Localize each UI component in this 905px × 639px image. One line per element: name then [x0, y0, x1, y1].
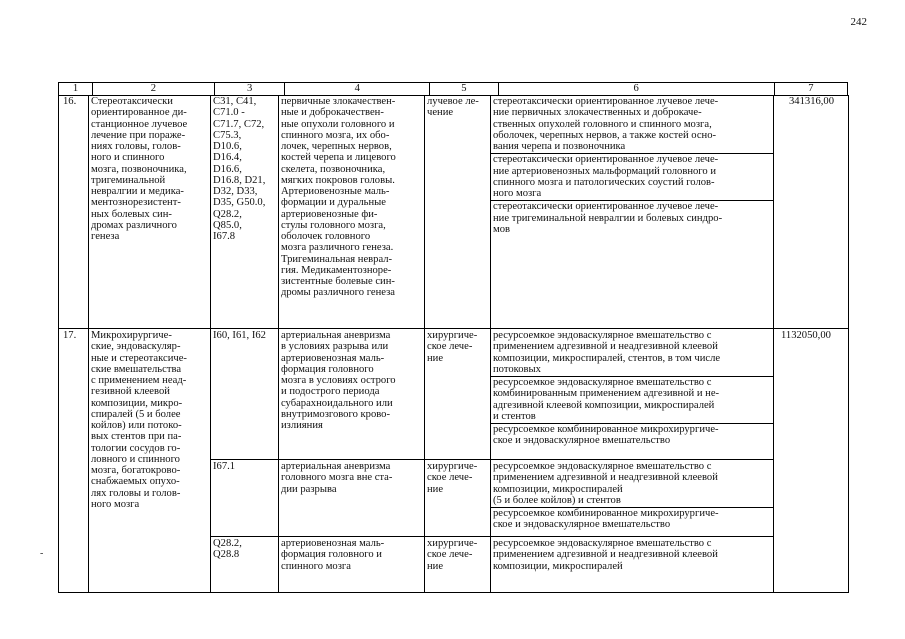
- treatment-method: применением адгезивной и неадгезивной клеевой: [493, 549, 718, 561]
- procedure-name: вых стентов при па-: [91, 431, 182, 443]
- treatment-type: хирургиче-: [427, 538, 478, 549]
- icd-codes: D10.6,: [213, 141, 242, 152]
- treatment-type: лучевое ле-: [427, 96, 479, 107]
- diagnosis: формации и дуральные: [281, 197, 386, 209]
- diagnosis: артериовенозная маль-: [281, 538, 385, 549]
- icd-codes: I67.8: [213, 231, 236, 242]
- treatment-method: стереотаксически ориентированное лучевое лече-: [493, 154, 719, 166]
- icd-codes: C75.3,: [213, 129, 242, 141]
- table-bottom-border: [58, 592, 849, 593]
- diagnosis: костей черепа и лицевого: [281, 152, 396, 164]
- column-number: 3: [214, 83, 284, 96]
- icd-codes: D16.6,: [213, 163, 242, 175]
- column-number: 7: [774, 83, 847, 96]
- icd-codes: Q85.0,: [213, 219, 242, 231]
- treatment-method: ние тригеминальной невралгии и болевых синдро-: [493, 212, 723, 224]
- diagnosis: скелета, позвоночника,: [281, 163, 386, 175]
- diagnosis: в условиях разрыва или: [281, 341, 389, 353]
- diagnosis: артериовенозная маль-: [281, 352, 385, 364]
- diagnosis: дии разрыва: [281, 483, 337, 495]
- diagnosis: стулы головного мозга,: [281, 219, 386, 231]
- treatment-method: ресурсоемкое эндоваскулярное вмешательство с: [493, 377, 712, 388]
- treatment-method: стереотаксически ориентированное лучевое лече-: [493, 201, 719, 213]
- treatment-method: потоковых: [493, 363, 541, 375]
- row-border: [58, 328, 849, 329]
- procedure-name: с применением неад-: [91, 375, 187, 386]
- column-border: [490, 95, 491, 592]
- treatment-type: ние: [427, 483, 444, 495]
- column-border: [210, 95, 211, 592]
- diagnosis: формация головного: [281, 363, 374, 375]
- diagnosis: излияния: [281, 420, 323, 431]
- column-border: [424, 95, 425, 592]
- diagnosis: артериальная аневризма: [281, 330, 391, 341]
- procedure-name: композиции, микро-: [91, 397, 183, 409]
- procedure-name: ного и спинного: [91, 152, 165, 164]
- icd-codes: Q28.2,: [213, 538, 242, 549]
- treatment-method: ресурсоемкое комбинированное микрохирургиче-: [493, 508, 719, 519]
- diagnosis: мозга различного генеза.: [281, 242, 394, 254]
- diagnosis: ные и доброкачествен-: [281, 107, 384, 119]
- treatment-method: ресурсоемкое эндоваскулярное вмешательство с: [493, 461, 712, 472]
- icd-codes: Q28.8: [213, 549, 240, 561]
- treatment-method: применением адгезивной и неадгезивной клеевой: [493, 472, 718, 484]
- treatment-method: вания черепа и позвоночника: [493, 141, 626, 152]
- icd-codes: D16.8, D21,: [213, 174, 266, 186]
- diagnosis: артериовенозные фи-: [281, 208, 378, 220]
- icd-codes: C31, C41,: [213, 96, 257, 107]
- procedure-name: генеза: [91, 231, 120, 242]
- procedure-name: ловного и спинного: [91, 453, 180, 465]
- treatment-method: ресурсоемкое эндоваскулярное вмешательство с: [493, 330, 712, 341]
- treatment-type: ское лече-: [427, 341, 473, 353]
- icd-codes: C71.7, C72,: [213, 118, 265, 130]
- icd-codes: D16.4,: [213, 152, 242, 164]
- column-border: [848, 95, 849, 592]
- treatment-type: хирургиче-: [427, 330, 478, 341]
- page-number: 242: [850, 16, 867, 28]
- diagnosis: и подострого периода: [281, 386, 380, 398]
- icd-codes: C71.0 -: [213, 107, 245, 119]
- treatment-method: композиции, микроспиралей, стентов, в том числе: [493, 352, 721, 364]
- procedure-name: тологии сосудов го-: [91, 442, 181, 454]
- diagnosis: спинного мозга: [281, 560, 351, 572]
- treatment-method: применением адгезивной и неадгезивной клеевой: [493, 341, 718, 353]
- diagnosis: мягких покровов головы.: [281, 174, 395, 186]
- diagnosis: первичные злокачествен-: [281, 96, 396, 107]
- treatment-method: комбинированным применением адгезивной и не-: [493, 388, 720, 400]
- diagnosis: головного мозга вне ста-: [281, 472, 393, 484]
- procedure-name: станционное лучевое: [91, 118, 188, 130]
- treatment-method: мов: [493, 223, 511, 235]
- procedure-name: невралгии и медика-: [91, 186, 184, 197]
- row-number: 17.: [63, 330, 77, 341]
- treatment-method: ресурсоемкое эндоваскулярное вмешательство с: [493, 538, 712, 549]
- diagnosis: Тригеминальная неврал-: [281, 253, 393, 265]
- icd-codes: I60, I61, I62: [213, 330, 266, 341]
- treatment-method: (5 и более койлов) и стентов: [493, 494, 621, 506]
- procedure-name: ных болевых син-: [91, 208, 172, 220]
- diagnosis: формация головного и: [281, 549, 382, 561]
- procedure-name: ментознорезистент-: [91, 197, 181, 209]
- diagnosis: артериальная аневризма: [281, 461, 391, 472]
- procedure-name: гезивной клеевой: [91, 386, 170, 398]
- treatment-type: ское лече-: [427, 472, 473, 484]
- icd-codes: D32, D33,: [213, 186, 258, 197]
- icd-codes: Q28.2,: [213, 208, 242, 220]
- treatment-method: стереотаксически ориентированное лучевое лече-: [493, 96, 719, 107]
- column-number: 6: [498, 83, 774, 96]
- treatment-type: чение: [427, 107, 454, 119]
- treatment-method: ние первичных злокачественных и доброкаче-: [493, 107, 702, 119]
- procedure-name: ские, эндоваскуляр-: [91, 341, 181, 353]
- diagnosis: гия. Медикаментозноре-: [281, 264, 392, 276]
- column-border: [278, 95, 279, 592]
- column-border: [88, 95, 89, 592]
- column-number: 1: [59, 83, 93, 96]
- treatment-method: ственных опухолей головного и спинного мозга,: [493, 118, 712, 130]
- treatment-method: и стентов: [493, 410, 536, 422]
- diagnosis: ные опухоли головного и: [281, 118, 395, 130]
- diagnosis: дромы различного генеза: [281, 287, 396, 299]
- icd-codes: D35, G50.0,: [213, 197, 266, 209]
- treatment-method: композиции, микроспиралей: [493, 560, 623, 572]
- diagnosis: лочек, черепных нервов,: [281, 141, 392, 152]
- treatment-method: спинного мозга и патологических соустий голов-: [493, 176, 715, 188]
- procedure-name: тригеминальной: [91, 174, 166, 186]
- treatment-type: ние: [427, 560, 444, 572]
- treatment-method: ного мозга: [493, 188, 542, 199]
- procedure-name: снабжаемых опухо-: [91, 476, 180, 488]
- column-border: [58, 95, 59, 592]
- procedure-name: ниях головы, голов-: [91, 141, 181, 152]
- procedure-name: дромах различного: [91, 219, 177, 231]
- row-number: 16.: [63, 96, 77, 107]
- procedure-name: лечение при пораже-: [91, 129, 186, 141]
- treatment-method: ние артериовенозных мальформаций головного и: [493, 165, 716, 177]
- column-border: [773, 95, 774, 592]
- procedure-name: койлов) или потоко-: [91, 420, 182, 431]
- procedure-name: ориентированное ди-: [91, 107, 187, 119]
- diagnosis: внутримозгового крово-: [281, 408, 391, 420]
- diagnosis: Артериовенозные маль-: [281, 186, 390, 197]
- procedure-name: мозга, позвоночника,: [91, 163, 187, 175]
- page-mark: -: [40, 548, 44, 559]
- procedure-name: Микрохирургиче-: [91, 330, 172, 341]
- procedure-name: Стереотаксически: [91, 96, 173, 107]
- column-number-row: [58, 82, 848, 96]
- procedure-name: ного мозга: [91, 498, 140, 510]
- treatment-method: композиции, микроспиралей: [493, 483, 623, 495]
- cost-value: 1132050,00: [781, 330, 831, 341]
- treatment-type: ское лече-: [427, 549, 473, 561]
- procedure-name: спиралей (5 и более: [91, 408, 181, 420]
- procedure-name: лях головы и голов-: [91, 487, 181, 499]
- subrow-border: [210, 459, 773, 460]
- diagnosis: зистентные болевые син-: [281, 276, 395, 287]
- treatment-type: хирургиче-: [427, 461, 478, 472]
- treatment-method: ское и эндоваскулярное вмешательство: [493, 519, 671, 531]
- procedure-name: ные и стереотаксиче-: [91, 352, 187, 364]
- cost-value: 341316,00: [789, 96, 835, 107]
- treatment-method: ское и эндоваскулярное вмешательство: [493, 435, 671, 447]
- treatment-method: оболочек, черепных нервов, а также костей осно-: [493, 129, 717, 141]
- diagnosis: субарахноидального или: [281, 397, 393, 409]
- column-number: 2: [92, 83, 214, 96]
- subrow-border: [210, 536, 773, 537]
- diagnosis: спинного мозга, их обо-: [281, 129, 390, 141]
- treatment-method: ресурсоемкое комбинированное микрохирургиче-: [493, 424, 719, 435]
- treatment-method: адгезивной клеевой композиции, микроспиралей: [493, 399, 715, 411]
- column-number: 5: [430, 83, 498, 96]
- procedure-name: мозга, богатокрово-: [91, 465, 181, 476]
- treatment-type: ние: [427, 352, 444, 364]
- icd-codes: I67.1: [213, 461, 236, 472]
- procedure-name: ские вмешательства: [91, 363, 182, 375]
- diagnosis: мозга в условиях острого: [281, 375, 396, 386]
- diagnosis: оболочек головного: [281, 231, 371, 242]
- column-number: 4: [285, 83, 430, 96]
